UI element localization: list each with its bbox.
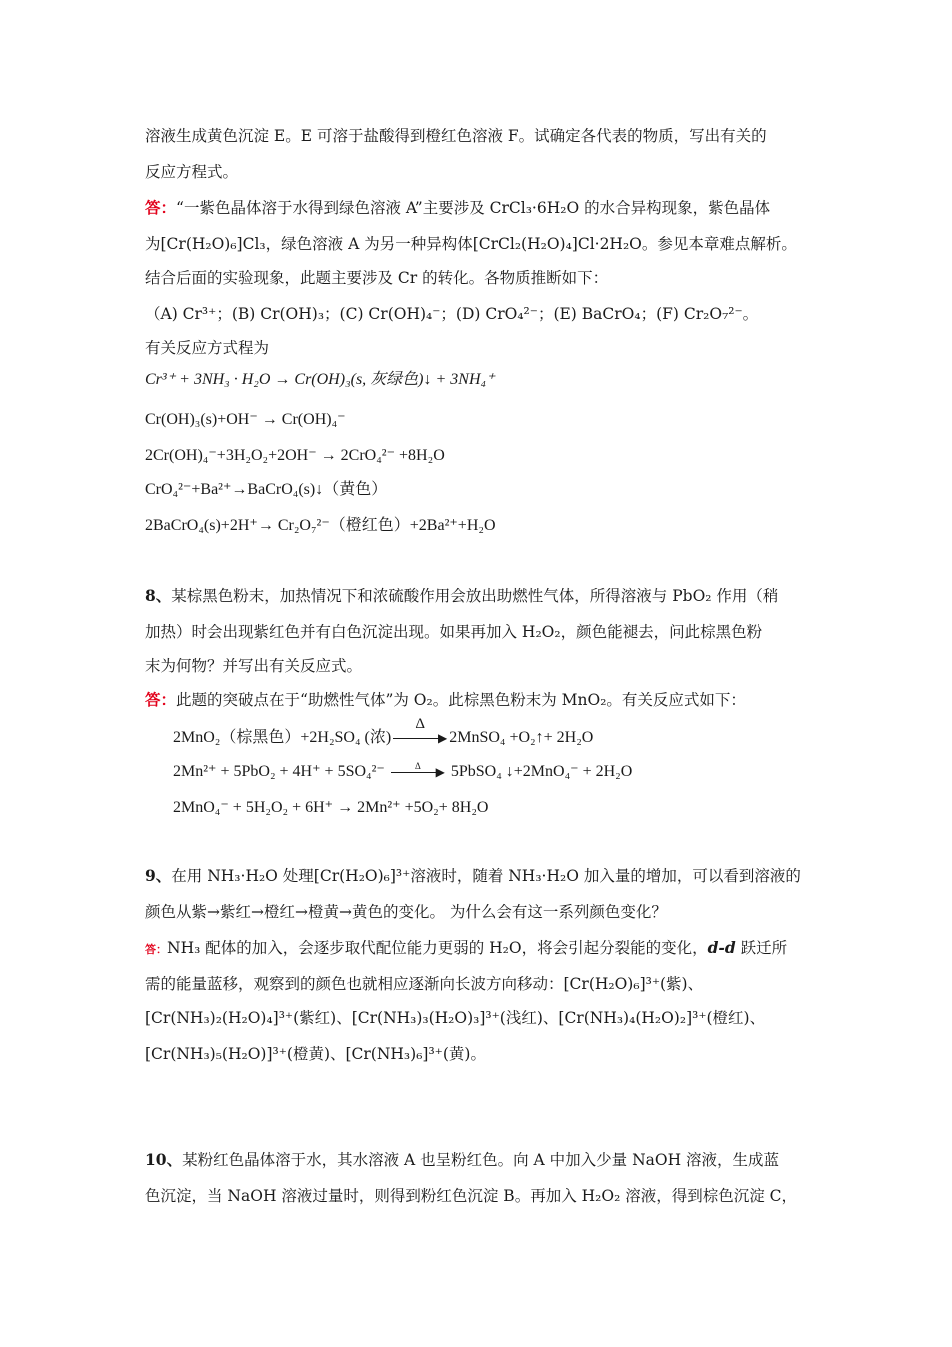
answer-label: 答：: [145, 198, 177, 217]
question-7-text-line-2: 反应方程式。: [145, 163, 239, 181]
answer-7-line-2: 为[Cr(H₂O)₆]Cl₃，绿色溶液 A 为另一种异构体[CrCl₂(H₂O)₄]Cl·2H₂O。参见本章难点解析。: [145, 235, 797, 253]
answer-7-text-1: “一紫色晶体溶于水得到绿色溶液 A”主要涉及 CrCl₃·6H₂O 的水合异构现象，紫色晶体: [176, 199, 771, 217]
heat-arrow: Δ ▶: [391, 728, 449, 748]
question-8-text-1: 某棕黑色粉末，加热情况下和浓硫酸作用会放出助燃性气体，所得溶液与 PbO₂ 作用（稍: [171, 587, 779, 605]
equation-8-1: [173, 716, 594, 748]
answer-9-line-2: 需的能量蓝移，观察到的颜色也就相应逐渐向长波方向移动：[Cr(H₂O)₆]³⁺(紫)、: [145, 975, 704, 993]
question-8-line-1: [145, 586, 778, 606]
question-8-line-2: 加热）时会出现紫红色并有白色沉淀出现。如果再加入 H₂O₂，颜色能褪去，问此棕黑色粉: [145, 623, 763, 641]
answer-9-line-3: [Cr(NH₃)₂(H₂O)₄]³⁺(紫红)、[Cr(NH₃)₃(H₂O)₃]³⁺(浅红)、[Cr(NH₃)₄(H₂O)₂]³⁺(橙红)、: [145, 1009, 766, 1027]
question-10-line-2: 色沉淀，当 NaOH 溶液过量时，则得到粉红色沉淀 B。再加入 H₂O₂ 溶液，得到棕色沉淀 C，: [145, 1187, 797, 1205]
question-9-line-2: 颜色从紫→紫红→橙红→橙黄→黄色的变化。 为什么会有这一系列颜色变化？: [145, 903, 667, 921]
answer-label: 答：: [145, 943, 167, 956]
question-10-line-1: [145, 1150, 779, 1170]
answer-9-text-post: 跃迁所: [735, 939, 788, 957]
answer-9-line-4: [Cr(NH₃)₅(H₂O)]³⁺(橙黄)、[Cr(NH₃)₆]³⁺(黄)。: [145, 1045, 486, 1063]
heat-symbol: Δ: [415, 716, 426, 733]
answer-7-line-4: 有关反应方式程为: [145, 339, 270, 357]
question-number: 8、: [145, 586, 172, 605]
equation-8-2-right: 5PbSO₄ ↓+2MnO₄⁻ + 2H₂O: [450, 763, 633, 780]
question-8-line-3: 末为何物？并写出有关反应式。: [145, 657, 363, 675]
question-9-line-1: [145, 866, 801, 886]
equation-8-1-right: 2MnSO₄ +O₂↑+ 2H₂O: [449, 729, 594, 746]
question-7-text-line-1: 溶液生成黄色沉淀 E。E 可溶于盐酸得到橙红色溶液 F。试确定各代表的物质，写出有关的: [145, 127, 767, 145]
answer-7-line-3: 结合后面的实验现象，此题主要涉及 Cr 的转化。各物质推断如下：: [145, 269, 609, 287]
equation-8-3: 2MnO₄⁻ + 5H₂O₂ + 6H⁺ → 2Mn²⁺ +5O₂+ 8H₂O: [173, 799, 489, 816]
answer-9-dd: d-d: [707, 938, 736, 957]
question-number: 10、: [145, 1150, 183, 1169]
equation-7-1: Cr³⁺ + 3NH₃ · H₂O → Cr(OH)₃(s, 灰绿色)↓ + 3NH₄⁺: [145, 371, 495, 388]
answer-label: 答：: [145, 690, 177, 709]
equation-7-5: 2BaCrO₄(s)+2H⁺→ Cr₂O₇²⁻（橙红色）+2Ba²⁺+H₂O: [145, 517, 496, 534]
question-10-text-1: 某粉红色晶体溶于水，其水溶液 A 也呈粉红色。向 A 中加入少量 NaOH 溶液，生成蓝: [182, 1151, 780, 1169]
answer-9-line-1: [145, 938, 787, 960]
equation-8-2-left: 2Mn²⁺ + 5PbO₂ + 4H⁺ + 5SO₄²⁻: [173, 763, 385, 780]
answer-7-line-1: [145, 198, 770, 218]
equation-7-4: CrO₄²⁻+Ba²⁺→BaCrO₄(s)↓（黄色）: [145, 481, 388, 498]
answer-8-text-1: 此题的突破点在于“助燃性气体”为 O₂。此棕黑色粉末为 MnO₂。有关反应式如下：: [176, 691, 746, 709]
equation-8-2: [173, 762, 632, 782]
question-9-text-1: 在用 NH₃·H₂O 处理[Cr(H₂O)₆]³⁺溶液时，随着 NH₃·H₂O 加入量的增加，可以看到溶液的: [171, 867, 801, 885]
equation-8-1-left: 2MnO₂（棕黑色）+2H₂SO₄ (浓): [173, 729, 392, 746]
heat-symbol: Δ: [414, 761, 421, 772]
heat-arrow: Δ ▶: [389, 762, 447, 782]
question-number: 9、: [145, 866, 172, 885]
species-list: （A) Cr³⁺；(B) Cr(OH)₃；(C) Cr(OH)₄⁻；(D) CrO₄²⁻；(E) BaCrO₄；(F) Cr₂O₇²⁻。: [145, 305, 759, 323]
equation-7-3: 2Cr(OH)₄⁻+3H₂O₂+2OH⁻ → 2CrO₄²⁻ +8H₂O: [145, 447, 445, 464]
answer-9-text-pre: NH₃ 配体的加入，会逐步取代配位能力更弱的 H₂O，将会引起分裂能的变化，: [167, 939, 708, 957]
equation-7-2: Cr(OH)₃(s)+OH⁻ → Cr(OH)₄⁻: [145, 411, 346, 428]
answer-8-line-1: [145, 690, 746, 710]
